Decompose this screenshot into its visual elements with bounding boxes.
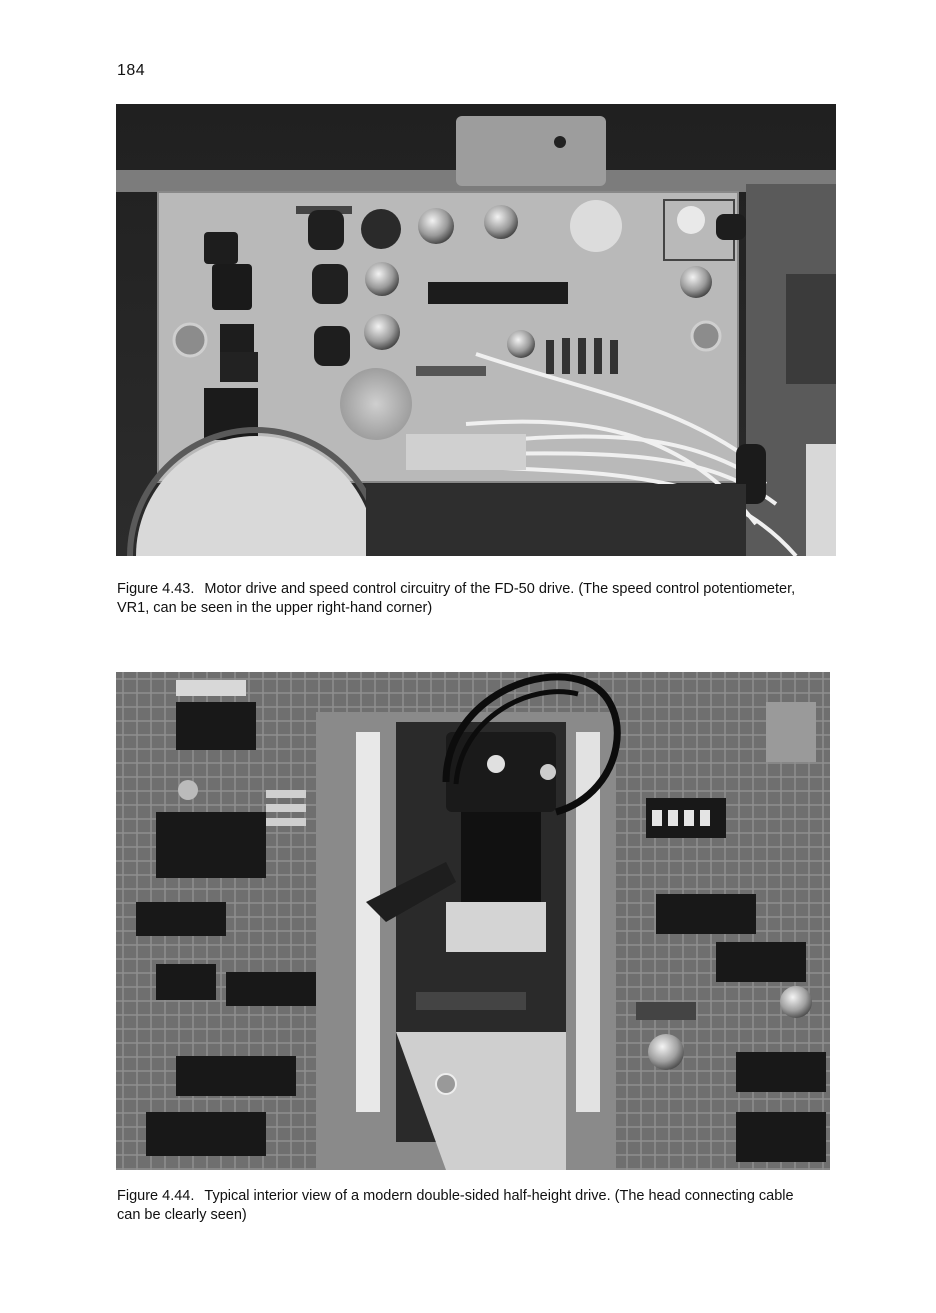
page-number: 184	[117, 62, 146, 79]
figure-4-43-photo	[116, 104, 836, 556]
figure-4-43-caption	[117, 580, 817, 618]
figure-4-44-photo	[116, 672, 830, 1170]
figure-4-43-text: Motor drive and speed control circuitry of the FD-50 drive. (The speed control potentiometer, VR1, can be seen in the upper right-hand corner)	[117, 581, 796, 616]
figure-4-44-caption	[117, 1187, 817, 1225]
figure-4-44-label: Figure 4.44.	[117, 1188, 195, 1204]
figure-4-43-label: Figure 4.43.	[117, 581, 195, 597]
figure-4-44-text: Typical interior view of a modern double-sided half-height drive. (The head connecting cable can be clearly seen)	[117, 1188, 794, 1223]
